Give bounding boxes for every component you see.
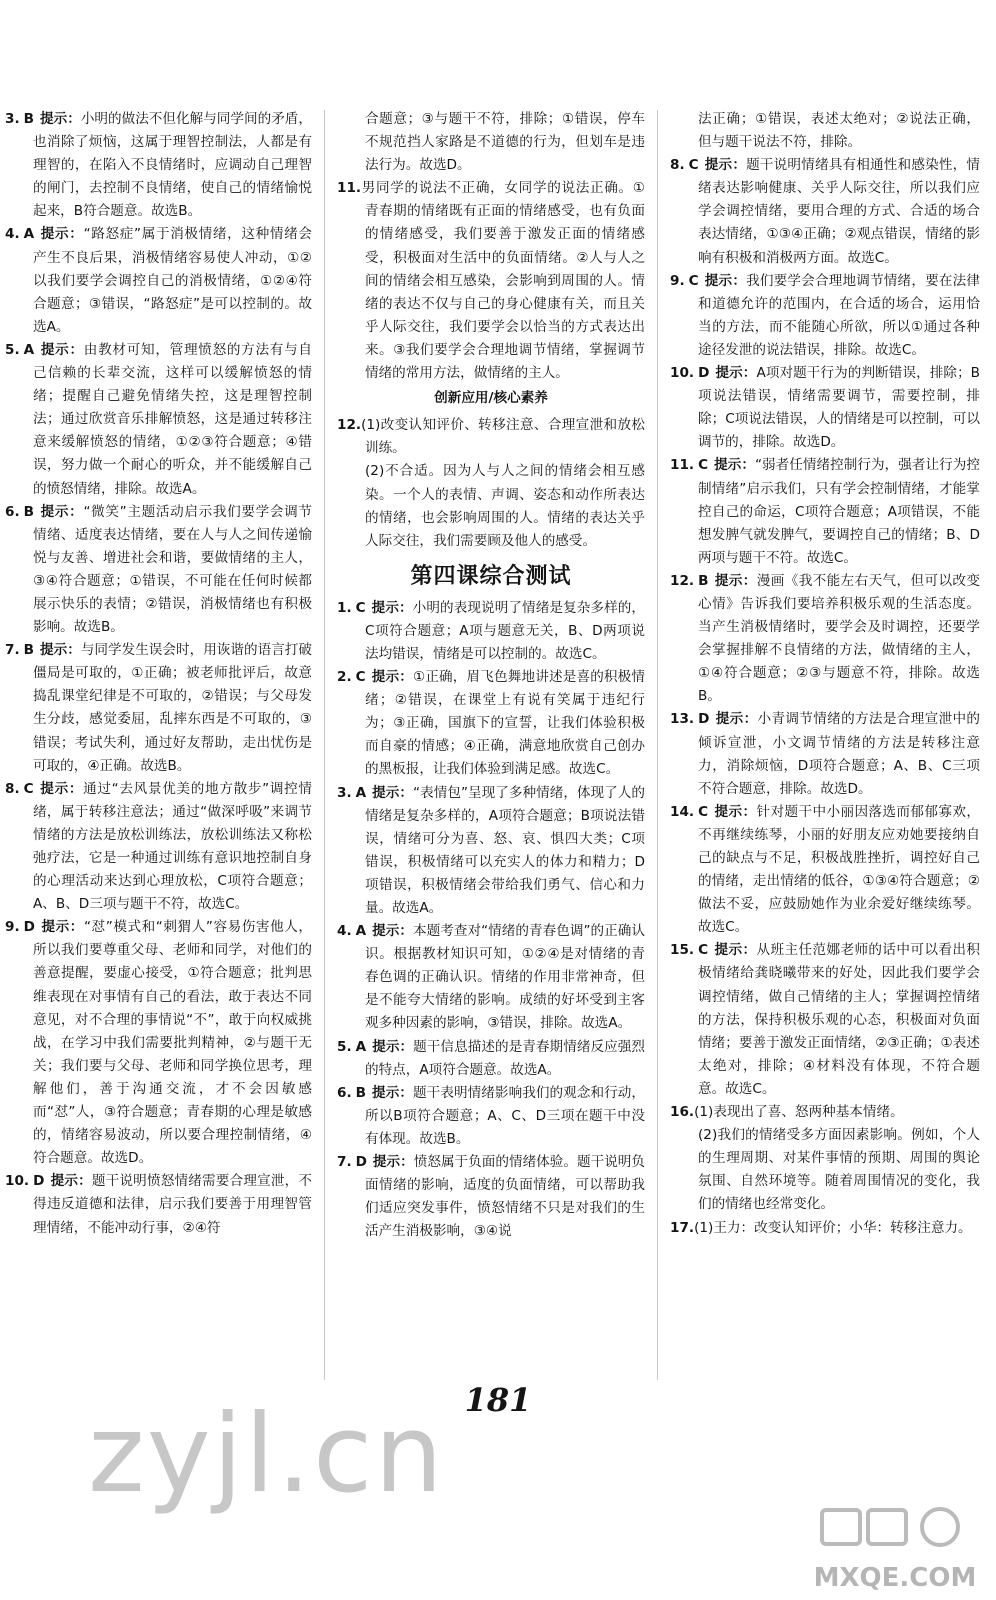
answer-choice: B	[698, 572, 709, 589]
item-number: 8.	[5, 780, 20, 797]
hint-label: 提示：	[704, 272, 747, 289]
answer-text: 愤怒属于负面的情绪体验。题干说明负面情绪的影响，适度的负面情绪，可以帮助我们适应突发事件，愤怒情绪不只是对我们的生活产生消极影响，③④说	[365, 1154, 646, 1240]
answer-item	[337, 782, 645, 921]
hint-label: 提示：	[372, 784, 414, 801]
hint-label: 提示：	[372, 923, 414, 940]
column-divider	[324, 110, 325, 1380]
answer-choice: C	[698, 457, 709, 474]
answer-text: “表情包”呈现了多种情绪，体现了人的情绪是复杂多样的，A项符合题意；B项说法错误，情绪可分为喜、怒、哀、惧四大类；C项错误，积极情绪可以充实人的体力和精力；D项错误，积极情绪会带给我们勇气、信心和力量。故选A。	[365, 784, 645, 916]
answer-text: 我们要学会合理地调节情绪，要在法律和道德允许的范围内，在合适的场合，运用恰当的方法，而不能随心所欲，所以①通过各种途径发泄的说法错误，排除。故选C。	[698, 272, 980, 358]
answer-choice: C	[23, 780, 34, 797]
watermark-text: zyjl.cn	[88, 1392, 445, 1517]
item-number: 7.	[5, 642, 20, 659]
answer-text: ①正确，眉飞色舞地讲述是喜的积极情绪；②错误，在课堂上有说有笑属于违纪行为；③正确，国旗下的宣誓，让我们体验积极而自豪的情感；④正确，满意地欣赏自己创办的黑板报，让我们体验到满足感。故选C。	[365, 669, 646, 778]
item-number: 16.	[670, 1104, 695, 1121]
answer-item	[337, 177, 645, 385]
answer-text: 针对题干中小丽因落选而郁郁寡欢，不再继续练琴，小丽的好朋友应劝她要接纳自己的缺点与不足，积极战胜挫折，调控好自己的情绪，走出情绪的低谷，①③④符合题意；②做法不妥，应鼓励她作为业余爱好继续练琴。故选C。	[698, 803, 980, 936]
answer-choice: C	[698, 942, 709, 959]
answer-text: 与同学发生误会时，用诙谐的语言打破僵局是可取的，①正确；被老师批评后，故意捣乱课堂纪律是不可取的，②错误；与父母发生分歧，感觉委屈，乱摔东西是不可取的，③错误；考试失利，通过好友帮助，走出忧伤是可取的，④正确。故选B。	[33, 642, 313, 774]
answer-text: 题干信息描述的是青春期情绪反应强烈的特点，A项符合题意。故选A。	[365, 1038, 646, 1078]
answer-choice: A	[23, 226, 35, 243]
item-number: 10.	[670, 365, 695, 382]
item-number: 7.	[337, 1154, 352, 1171]
answer-item	[5, 1170, 312, 1239]
item-number: 2.	[337, 669, 352, 686]
item-number: 9.	[670, 272, 685, 289]
answer-text: 题干说明愤怒情绪需要合理宣泄，不得违反道德和法律，启示我们要善于用理智管理情绪，不能冲动行事，②④符	[33, 1173, 313, 1236]
sub-answer: (2)我们的情绪受多方面因素影响。例如，个人的生理周期、对某件事情的预期、周围的舆论氛围、自然环境等。随着周围情况的变化，我们的情绪也经常变化。	[698, 1127, 980, 1213]
answer-item	[337, 1082, 645, 1151]
answer-item	[670, 362, 980, 454]
answer-choice: A	[23, 341, 35, 358]
answer-text: 本题考查对“情绪的青春色调”的正确认识。根据教材知识可知，①②④是对情绪的青春色调的正确认识。情绪的作用非常神奇，但是不能夸大情绪的影响。成绩的好坏受到主客观多种因素的影响，③错误，排除。故选A。	[365, 923, 645, 1032]
answer-choice: D	[33, 1173, 45, 1190]
item-number: 5.	[5, 341, 20, 358]
answer-item	[670, 801, 980, 940]
answer-choice: B	[23, 111, 34, 127]
answer-item	[5, 223, 312, 338]
answer-choice: C	[688, 157, 699, 174]
item-number: 17.	[670, 1219, 695, 1236]
answer-item	[337, 414, 645, 460]
answer-item	[670, 270, 980, 362]
answer-item	[670, 570, 980, 709]
item-number: 6.	[5, 503, 20, 520]
item-number: 11.	[337, 180, 362, 197]
answer-choice: B	[23, 503, 34, 520]
hint-label: 提示：	[372, 1154, 414, 1171]
answer-item	[337, 920, 645, 1035]
answer-choice: C	[698, 803, 709, 820]
item-number: 11.	[670, 457, 695, 474]
answer-item	[5, 639, 312, 778]
hint-label: 提示：	[40, 111, 81, 127]
item-number: 6.	[337, 1084, 352, 1101]
hint-label: 提示：	[371, 599, 413, 616]
hint-label: 提示：	[39, 780, 84, 797]
hint-label: 提示：	[372, 1084, 414, 1101]
item-number: 3.	[5, 111, 20, 127]
answer-item	[5, 108, 312, 223]
answer-column-2	[337, 108, 645, 1243]
answer-text: “路怒症”属于消极情绪，这种情绪会产生不良后果，消极情绪容易使人冲动，①②以我们要学会调控自己的消极情绪，①②④符合题意；③错误，“路怒症”是可以控制的。故选A。	[33, 226, 313, 335]
watermark-logo	[802, 1504, 988, 1596]
answer-text: 题干表明情绪影响我们的观念和行动，所以B项符合题意；A、C、D三项在题干中没有体现。故选B。	[365, 1084, 646, 1147]
answer-text: (1)表现出了喜、怒两种基本情绪。	[694, 1104, 904, 1121]
item-number: 14.	[670, 803, 695, 820]
continued-text: 法正确；①错误，表述太绝对；②说法正确，但与题干说法不符，排除。	[698, 111, 980, 151]
continued-text: 合题意；③与题干不符，排除；①错误，停车不规范挡人家路是不道德的行为，但划车是违法行为。故选D。	[365, 111, 645, 174]
answer-choice: A	[355, 923, 367, 940]
answer-item	[670, 939, 980, 1101]
item-number: 1.	[337, 599, 352, 616]
answer-text: 小明的表现说明了情绪是复杂多样的，C项符合题意；A项与题意无关，B、D两项说法均错误，情绪是可以控制的。故选C。	[365, 599, 646, 662]
item-number: 15.	[670, 942, 695, 959]
item-number: 4.	[5, 226, 20, 243]
answer-text: “弱者任情绪控制行为，强者让行为控制情绪”启示我们，只有学会控制情绪，才能掌控自己的命运，C项符合题意；A项错误，不能想发脾气就发脾气，要调控自己的情绪；B、D两项与题干不符。故选C。	[698, 457, 981, 566]
answer-item	[337, 1151, 645, 1243]
hint-label: 提示：	[715, 365, 757, 382]
answer-item	[5, 916, 312, 1170]
hint-label: 提示：	[714, 803, 757, 820]
answer-choice: A	[355, 1038, 367, 1055]
answer-choice: C	[355, 599, 366, 616]
hint-label: 提示：	[40, 341, 84, 358]
item-number: 8.	[670, 157, 685, 174]
answer-item	[5, 339, 312, 501]
item-number: 13.	[670, 711, 695, 728]
answer-text: 漫画《我不能左右天气，但可以改变心情》告诉我们要培养积极乐观的生活态度。当产生消极情绪时，要学会及时调控，还要学会掌握排解不良情绪的方法，做情绪的主人，①④符合题意；②③与题意不符，排除。故选B。	[698, 572, 981, 705]
hint-label: 提示：	[714, 942, 757, 959]
hint-label: 提示：	[704, 157, 747, 174]
hint-label: 提示：	[50, 1173, 92, 1190]
item-number: 12.	[337, 417, 362, 434]
answer-choice: D	[23, 919, 35, 936]
hint-label: 提示：	[371, 669, 413, 686]
answer-choice: B	[23, 642, 34, 659]
page-number: 181	[464, 1381, 532, 1419]
answer-item	[670, 154, 980, 269]
answer-column-3	[670, 108, 980, 1240]
answer-item	[670, 454, 980, 569]
column-divider	[657, 110, 658, 1380]
section-title: 第四课综合测试	[410, 562, 572, 589]
item-number: 4.	[337, 923, 352, 940]
item-number: 5.	[337, 1038, 352, 1055]
hint-label: 提示：	[715, 711, 758, 728]
answer-item	[670, 1217, 980, 1240]
answer-item	[337, 1036, 645, 1082]
answer-choice: C	[355, 669, 366, 686]
answer-item	[670, 1101, 980, 1124]
answer-text: A项对题干行为的判断错误，排除；B项说法错误，情绪需要调节，需要控制，排除；C项说法错误，人的情绪是可以控制，可以调节的，排除。故选D。	[698, 365, 981, 451]
watermark-logo-text: MXQE.COM	[813, 1563, 977, 1593]
answer-choice: D	[355, 1154, 367, 1171]
hint-label: 提示：	[40, 503, 84, 520]
item-number: 10.	[5, 1173, 30, 1190]
hint-label: 提示：	[40, 919, 84, 936]
answer-choice: D	[698, 711, 710, 728]
answer-choice: D	[698, 365, 710, 382]
answer-item	[5, 778, 312, 917]
hint-label: 提示：	[40, 642, 81, 659]
answer-text: (1)王力：改变认知评价；小华：转移注意力。	[694, 1219, 972, 1236]
answer-item	[670, 708, 980, 800]
answer-choice: A	[355, 784, 367, 801]
item-number: 3.	[337, 784, 352, 801]
answer-choice: C	[688, 272, 699, 289]
hint-label: 提示：	[714, 572, 757, 589]
answer-item	[337, 666, 645, 781]
answer-item	[5, 501, 312, 640]
answer-text: “微笑”主题活动启示我们要学会调节情绪、适度表达情绪，要在人与人之间传递愉悦与友善、增进社会和谐，要做情绪的主人，③④符合题意；①错误，不可能在任何时候都展示快乐的表情；②错误，消极情绪也有积极影响。故选B。	[33, 503, 313, 636]
answer-text: 通过“去风景优美的地方散步”调控情绪，属于转移注意法；通过“做深呼吸”来调节情绪的方法是放松训练法，放松训练法又称松弛疗法，它是一种通过训练有意识地控制自身的心理活动来达到心理放松，C项符合题意；A、B、D三项与题干不符，故选C。	[33, 780, 313, 913]
answer-choice: B	[355, 1084, 366, 1101]
hint-label: 提示：	[372, 1038, 414, 1055]
answer-text: (1)改变认知评价、转移注意、合理宣泄和放松训练。	[361, 417, 645, 457]
hint-label: 提示：	[40, 226, 84, 243]
answer-text: 小明的做法不但化解与同学间的矛盾，也消除了烦恼，这属于理智控制法，人都是有理智的，在陷入不良情绪时，应调动自己理智的闸门，去控制不良情绪，使自己的情绪愉悦起来，B符合题意。故选B。	[33, 111, 313, 220]
answer-item	[337, 597, 645, 666]
sub-answer: (2)不合适。因为人与人之间的情绪会相互感染。一个人的表情、声调、姿态和动作所表达的情绪，也会影响周围的人。情绪的表达关乎人际交往，我们需要顾及他人的感受。	[365, 463, 645, 549]
item-number: 12.	[670, 572, 695, 589]
hint-label: 提示：	[714, 457, 755, 474]
answer-text: “怼”模式和“刺猬人”容易伤害他人，所以我们要尊重父母、老师和同学，对他们的善意提醒，要虚心接受，①符合题意；批判思维表现在对事情有自己的看法，敢于表达不同意见，对不合理的事情说“不”，敢于向权威挑战，在学习中我们需要批判精神，②与题干无关；我们要与父母、老师和同学换位思考，理解他们，善于沟通交流，才不会因敏感而“怼”人，③符合题意；青春期的心理是敏感的，情绪容易波动，所以要合理控制情绪，④符合题意。故选D。	[33, 919, 312, 1167]
answer-text: 从班主任范娜老师的话中可以看出积极情绪给龚晓曦带来的好处，因此我们要学会调控情绪，做自己情绪的主人；掌握调控情绪的方法，保持积极乐观的心态，积极面对负面情绪；要善于激发正面情绪，②③正确；①表述太绝对，排除；④材料没有体现，不符合题意。故选C。	[698, 942, 980, 1097]
answer-text: 由教材可知，管理愤怒的方法有与自己信赖的长辈交流，这样可以缓解愤怒的情绪；提醒自己避免情绪失控，这是理智控制法；通过欣赏音乐排解愤怒，这是通过转移注意来缓解愤怒的情绪，①②③符合题意；④错误，努力做一个耐心的听众，并不能缓解自己的愤怒情绪，排除。故选A。	[33, 341, 313, 497]
answer-text: 男同学的说法不正确，女同学的说法正确。①青春期的情绪既有正面的情绪感受，也有负面的情绪感受，我们要善于激发正面的情绪感受，积极面对生活中的负面情绪。②人与人之间的情绪会相互感染，会影响到周围的人。情绪的表达不仅与自己的身心健康有关，而且关乎人际交往，我们要学会以恰当的方式表达出来。③我们要学会合理地调节情绪，掌握调节情绪的常用方法，做情绪的主人。	[361, 180, 645, 382]
answer-column-1	[5, 108, 312, 1240]
section-subheading: 创新应用/核心素养	[434, 390, 548, 407]
answer-text: 题干说明情绪具有相通性和感染性，情绪表达影响健康、关乎人际交往，所以我们应学会调控情绪，要用合理的方式、合适的场合表达情绪，①③④正确；②观点错误，情绪的影响有积极和消极两方面。故选C。	[698, 157, 980, 266]
item-number: 9.	[5, 919, 20, 936]
answer-text: 小青调节情绪的方法是合理宣泄中的倾诉宣泄，小文调节情绪的方法是转移注意力，消除烦恼，D项符合题意；A、B、C三项不符合题意，排除。故选D。	[698, 711, 981, 797]
